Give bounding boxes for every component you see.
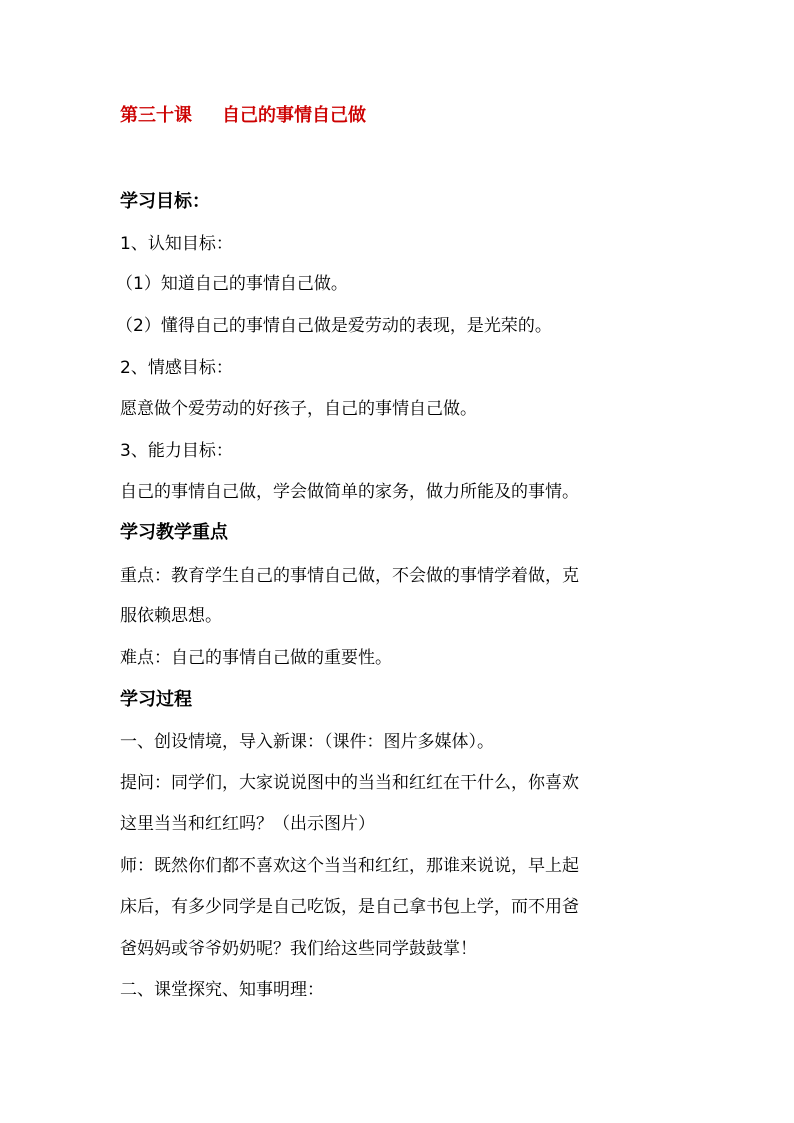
- key-points-heading: 学习教学重点: [120, 522, 228, 543]
- difficulty-text: 难点：自己的事情自己做的重要性。: [120, 648, 392, 668]
- key-point-line-1: 重点：教育学生自己的事情自己做，不会做的事情学着做，克: [120, 566, 579, 586]
- question-line-2: 这里当当和红红吗？（出示图片）: [120, 814, 375, 834]
- question-line-1: 提问：同学们，大家说说图中的当当和红红在干什么，你喜欢: [120, 773, 579, 793]
- goals-heading: 学习目标：: [120, 191, 210, 212]
- lesson-number: 第三十课: [120, 105, 192, 126]
- step-2-text: 二、课堂探究、知事明理：: [120, 980, 324, 1000]
- ability-text: 自己的事情自己做，学会做简单的家务，做力所能及的事情。: [120, 482, 579, 502]
- process-heading: 学习过程: [120, 689, 192, 710]
- teacher-line-3: 爸妈妈或爷爷奶奶呢？我们给这些同学鼓鼓掌！: [120, 939, 477, 959]
- teacher-line-1: 师：既然你们都不喜欢这个当当和红红，那谁来说说，早上起: [120, 856, 579, 876]
- cognitive-heading: 1、认知目标：: [120, 234, 233, 254]
- step-1-text: 一、创设情境，导入新课：（课件：图片多媒体）。: [120, 732, 494, 752]
- ability-heading: 3、能力目标：: [120, 441, 233, 461]
- cognitive-item-1: （1）知道自己的事情自己做。: [116, 274, 348, 294]
- lesson-title: [120, 104, 366, 128]
- emotion-heading: 2、情感目标：: [120, 358, 233, 378]
- key-point-line-2: 服依赖思想。: [120, 606, 222, 626]
- teacher-line-2: 床后，有多少同学是自己吃饭，是自己拿书包上学，而不用爸: [120, 897, 579, 917]
- cognitive-item-2: （2）懂得自己的事情自己做是爱劳动的表现，是光荣的。: [116, 316, 552, 336]
- emotion-text: 愿意做个爱劳动的好孩子，自己的事情自己做。: [120, 399, 477, 419]
- lesson-name: 自己的事情自己做: [222, 105, 366, 126]
